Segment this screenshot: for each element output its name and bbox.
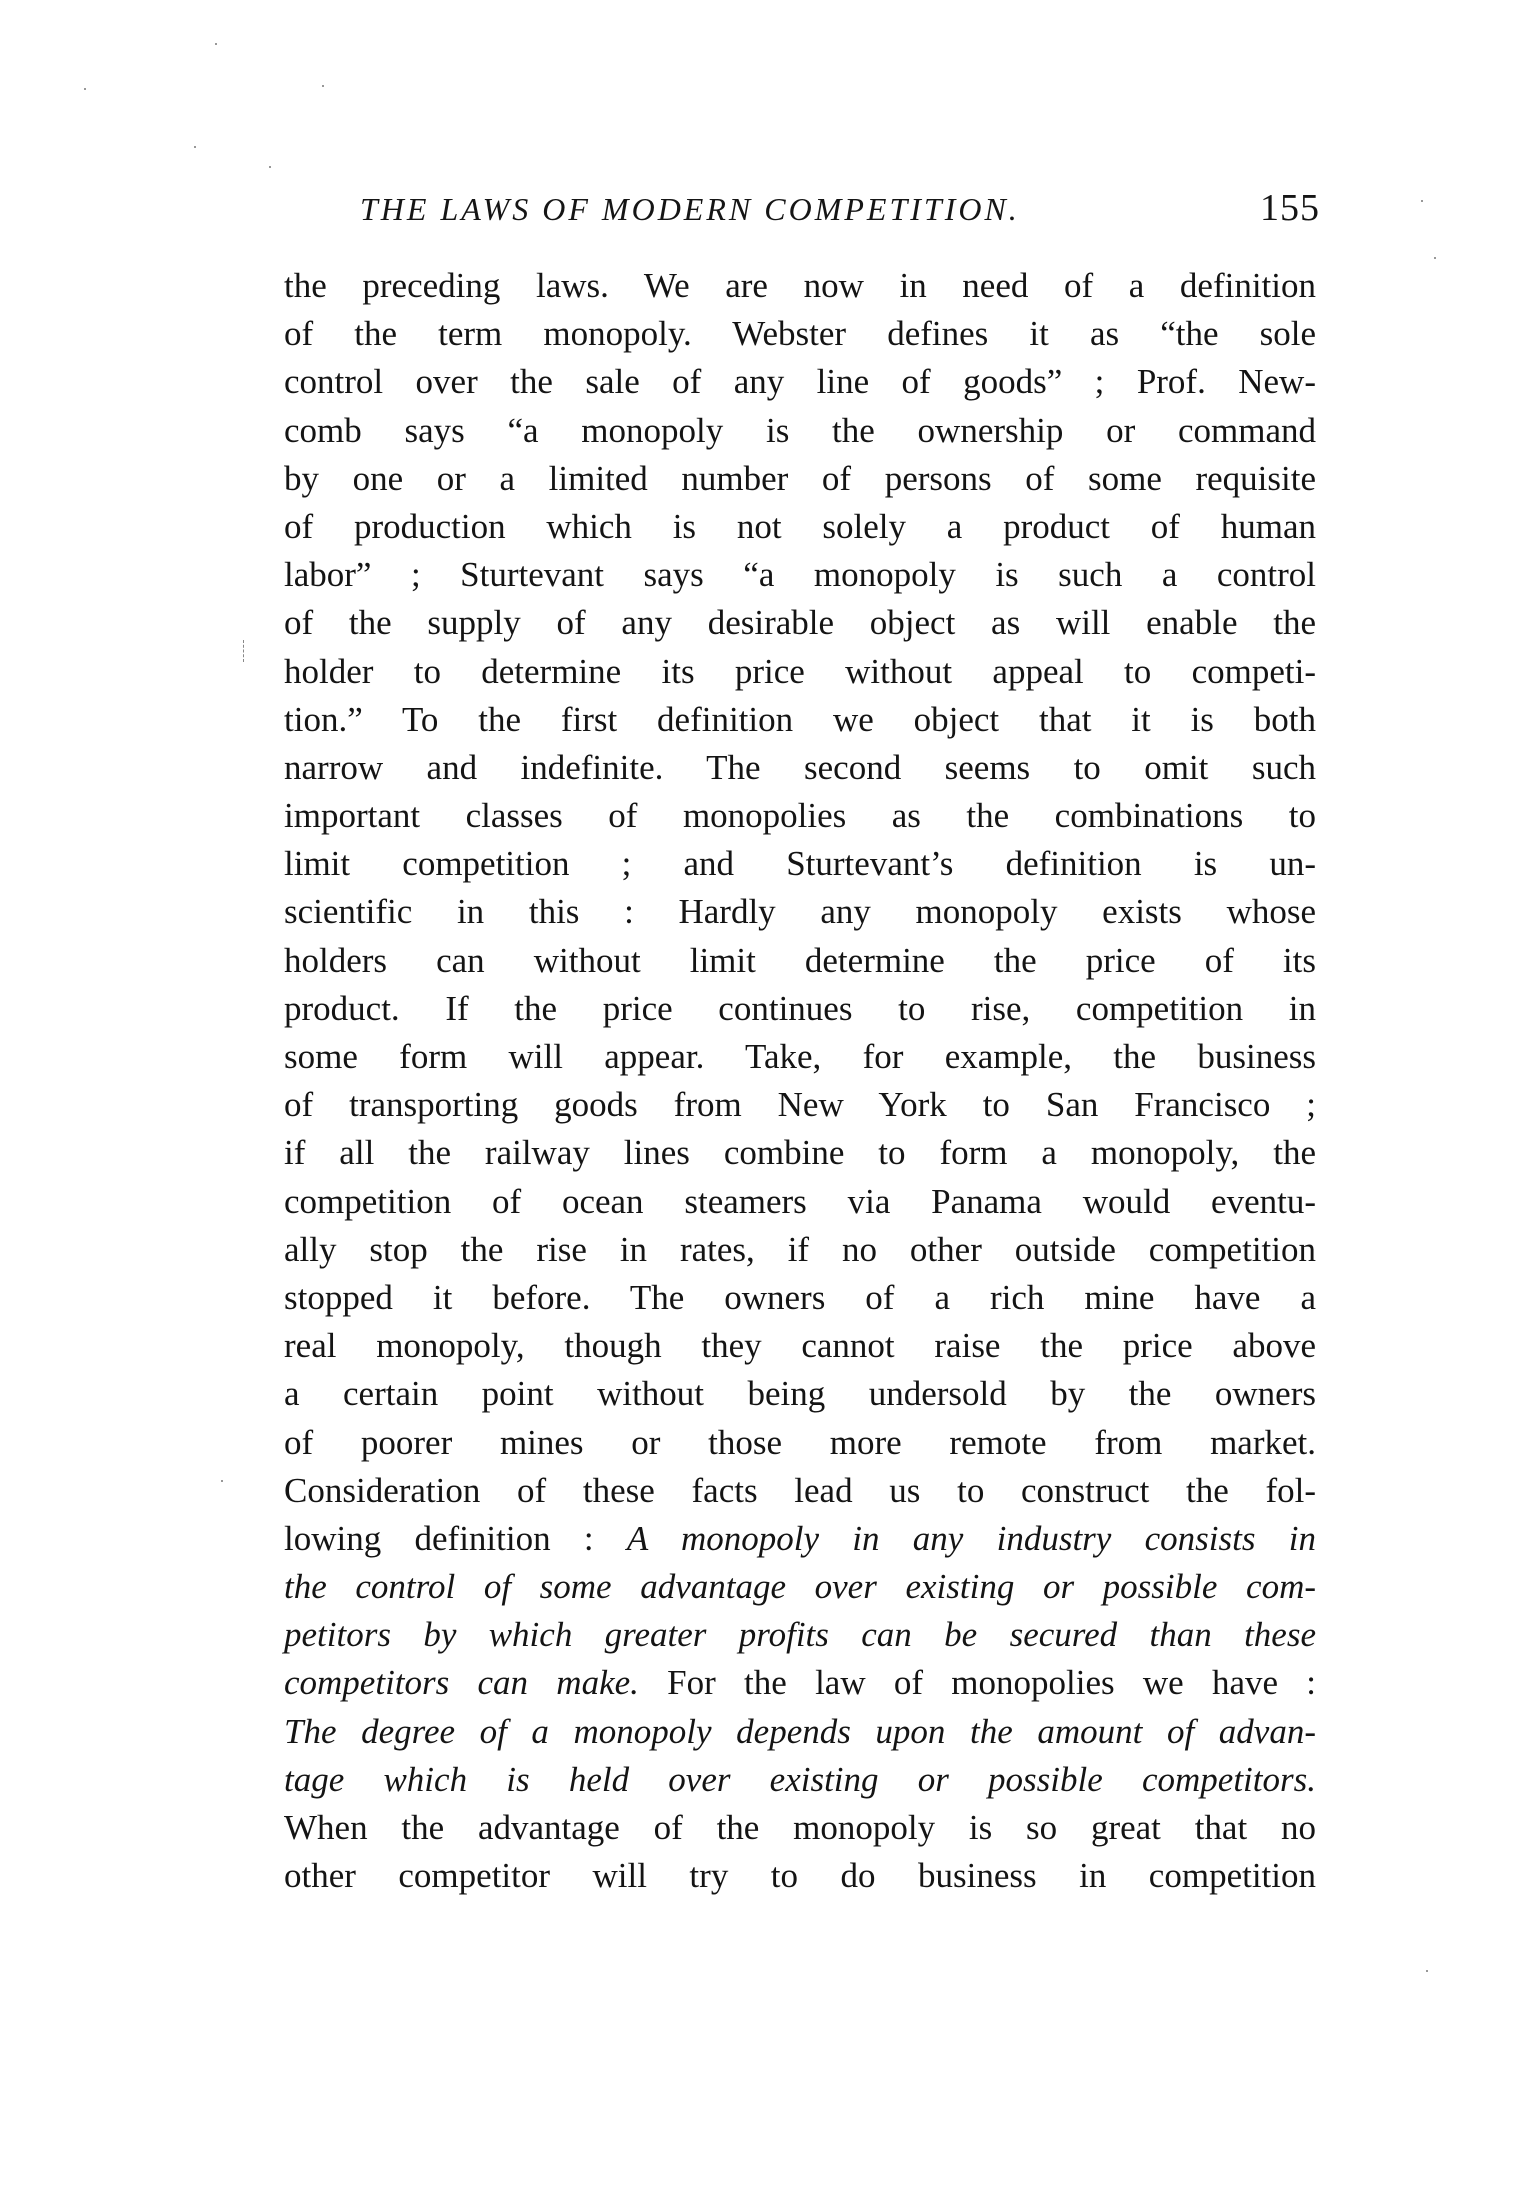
text-line: [284, 1467, 1316, 1515]
text-segment: Consideration of these facts lead us to construct the fol-: [284, 1470, 1316, 1510]
text-segment: of transporting goods from New York to San Francisco ;: [284, 1085, 1316, 1125]
text-segment: the preceding laws. We are now in need of a definition: [284, 266, 1316, 305]
italic-text: A monopoly in any industry consists in: [626, 1518, 1316, 1558]
text-segment: if all the railway lines combine to form a monopoly, the: [284, 1133, 1316, 1173]
text-line: [284, 551, 1316, 599]
text-segment: comb says “a monopoly is the ownership or command: [284, 410, 1316, 450]
italic-text: petitors by which greater profits can be secured than these: [284, 1615, 1316, 1655]
scan-speck: [269, 166, 271, 168]
text-line: [284, 937, 1316, 985]
text-line: [284, 1226, 1316, 1274]
text-segment: competition of ocean steamers via Panama would eventu-: [284, 1181, 1316, 1221]
running-title: THE LAWS OF MODERN COMPETITION.: [360, 191, 1020, 227]
text-line: [284, 696, 1316, 744]
text-segment: labor” ; Sturtevant says “a monopoly is such a control: [284, 555, 1316, 595]
text-line: [284, 1611, 1316, 1659]
text-line: [284, 1178, 1316, 1226]
text-line: [284, 455, 1316, 503]
text-line: [284, 358, 1316, 406]
italic-text: competitors can make.: [284, 1663, 639, 1703]
text-line: [284, 1322, 1316, 1370]
text-line: [284, 1852, 1316, 1900]
running-head: [280, 186, 1320, 236]
text-line: [284, 1274, 1316, 1322]
text-line: [284, 1419, 1316, 1467]
italic-text: the control of some advantage over existing or possible com-: [284, 1567, 1316, 1607]
scan-speck: [194, 146, 196, 148]
text-segment: When the advantage of the monopoly is so great that no: [284, 1808, 1316, 1847]
text-segment: of the supply of any desirable object as will enable the: [284, 603, 1316, 643]
text-segment: narrow and indefinite. The second seems to omit such: [284, 747, 1316, 787]
text-line: [284, 792, 1316, 840]
text-line: [284, 1129, 1316, 1177]
scan-speck: [84, 88, 86, 90]
text-segment: other competitor will try to do business in competition: [284, 1856, 1316, 1896]
margin-mark: [243, 640, 246, 662]
text-segment: ally stop the rise in rates, if no other outside competition: [284, 1229, 1316, 1269]
text-segment: scientific in this : Hardly any monopoly exists whose: [284, 892, 1316, 932]
text-line: [284, 503, 1316, 551]
text-line: [284, 407, 1316, 455]
scan-speck: [1434, 257, 1436, 259]
text-line: [284, 1756, 1316, 1804]
text-segment: of the term monopoly. Webster defines it as “the sole: [284, 314, 1316, 354]
italic-text: tage which is held over existing or possible competitors.: [284, 1759, 1316, 1799]
text-line: [284, 648, 1316, 696]
scan-speck: [1421, 200, 1423, 202]
text-line: [284, 985, 1316, 1033]
text-segment: a certain point without being undersold by the owners: [284, 1374, 1316, 1414]
italic-text: The degree of a monopoly depends upon the amount of advan-: [284, 1711, 1316, 1751]
scan-speck: [1426, 1970, 1428, 1972]
text-line: [284, 840, 1316, 888]
text-segment: product. If the price continues to rise, competition in: [284, 988, 1316, 1028]
body-text: [284, 262, 1316, 1900]
text-line: [284, 888, 1316, 936]
scan-speck: [221, 1480, 223, 1482]
text-segment: holders can without limit determine the price of its: [284, 940, 1316, 980]
text-line: [284, 1659, 1316, 1707]
text-segment: lowing definition :: [284, 1518, 627, 1558]
page-number: 155: [1260, 187, 1320, 229]
text-line: [284, 1708, 1316, 1756]
text-segment: important classes of monopolies as the combinations to: [284, 796, 1316, 836]
text-line: [284, 1081, 1316, 1129]
text-line: [284, 310, 1316, 358]
text-segment: limit competition ; and Sturtevant’s definition is un-: [284, 844, 1316, 884]
text-segment: holder to determine its price without appeal to competi-: [284, 651, 1316, 691]
text-segment: tion.” To the first definition we object that it is both: [284, 699, 1316, 739]
text-segment: real monopoly, though they cannot raise the price above: [284, 1326, 1316, 1366]
text-segment: of production which is not solely a product of human: [284, 506, 1316, 546]
text-line: [284, 1563, 1316, 1611]
text-segment: stopped it before. The owners of a rich mine have a: [284, 1277, 1316, 1317]
text-line: [284, 1033, 1316, 1081]
text-line: [284, 1370, 1316, 1418]
scan-speck: [322, 85, 324, 87]
text-line: [284, 599, 1316, 647]
text-line: [284, 1804, 1316, 1852]
text-line: [284, 744, 1316, 792]
text-segment: control over the sale of any line of goods” ; Prof. New-: [284, 362, 1316, 402]
text-segment: of poorer mines or those more remote from market.: [284, 1422, 1316, 1462]
text-segment: For the law of monopolies we have :: [638, 1663, 1316, 1703]
text-segment: by one or a limited number of persons of some requisite: [284, 458, 1316, 498]
text-line: [284, 1515, 1316, 1563]
scan-speck: [215, 43, 217, 45]
text-segment: some form will appear. Take, for example, the business: [284, 1037, 1316, 1076]
text-line: [284, 262, 1316, 310]
